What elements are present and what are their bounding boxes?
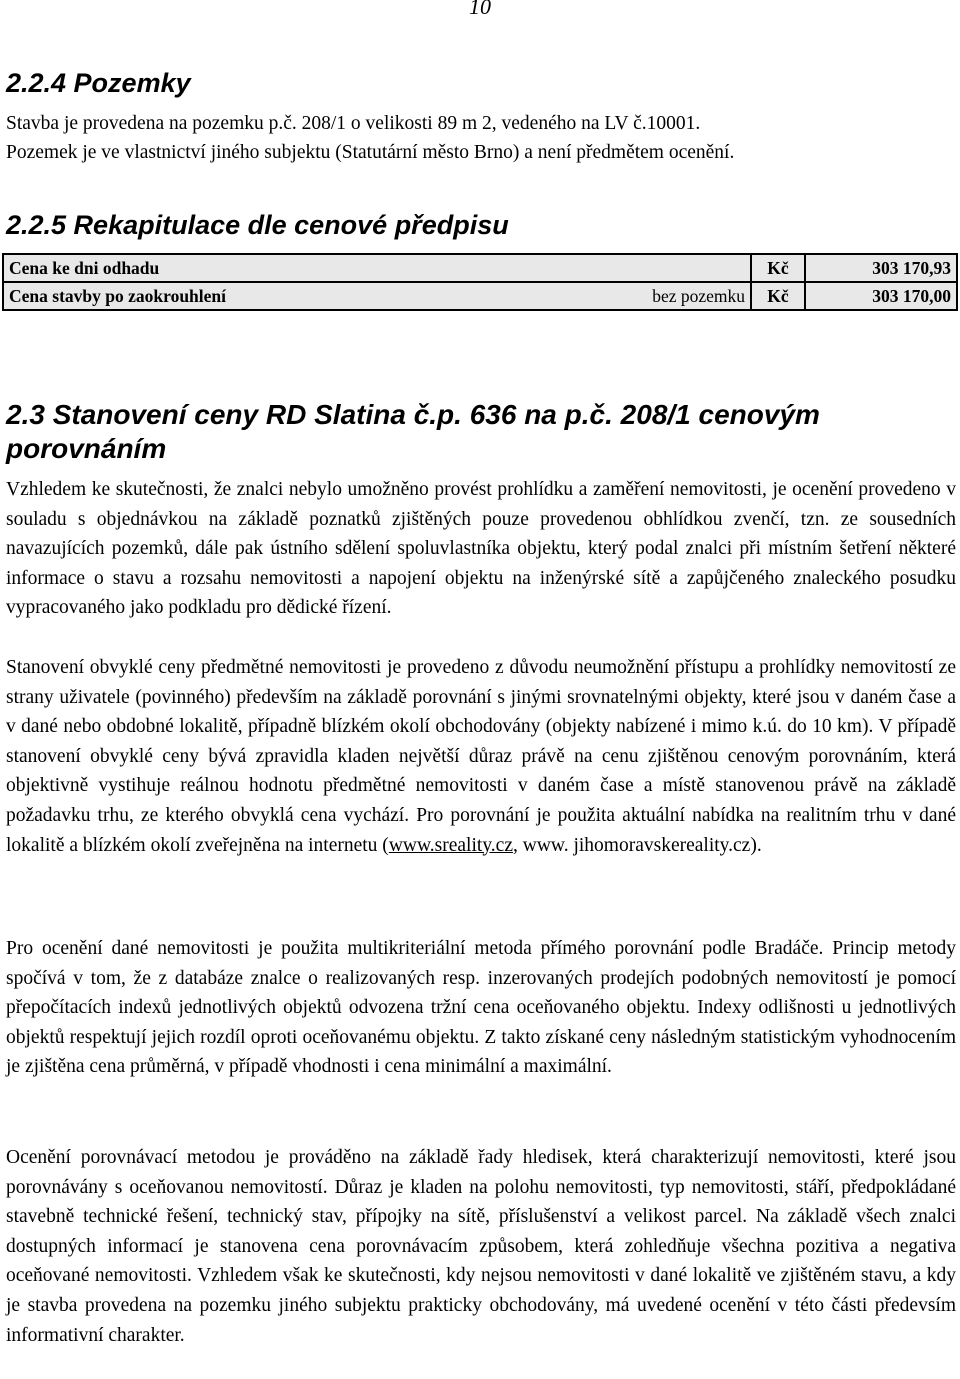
row-note: bez pozemku [517, 282, 751, 310]
paragraph-1: Vzhledem ke skutečnosti, že znalci nebylo umožněno provést prohlídku a zaměření nemovitosti, je ocenění provedeno v souladu s objednávkou na základě poznatků zjištěných pouze provedenou obhlídkou zvenčí, tzn. ze sousedních navazujících pozemků, dále pak ústního sdělení spoluvlastníka objektu, který podal znalci při místním šetření některé informace o stavu a rozsahu nemovitosti a napojení objektu na inženýrské sítě a zapůjčeného znaleckého posudku vypracovaného jako podkladu pro dědické řízení. [6, 479, 956, 619]
section-heading-rekapitulace: 2.2.5 Rekapitulace dle cenové předpisu [6, 210, 509, 240]
row-currency: Kč [751, 282, 805, 310]
land-info-line-2: Pozemek je ve vlastnictví jiného subjektu (Statutární město Brno) a není předmětem ocenění. [6, 142, 735, 163]
paragraph-2-tail: , www. jihomoravskereality.cz). [512, 834, 762, 856]
price-summary-table [2, 253, 958, 311]
row-value: 303 170,93 [805, 254, 957, 282]
sreality-link[interactable]: www.sreality.cz [388, 834, 513, 856]
page-number: 10 [469, 0, 491, 19]
table-row [3, 254, 957, 282]
row-label: Cena stavby po zaokrouhlení [3, 282, 517, 310]
paragraph-2-text: Stanovení obvyklé ceny předmětné nemovitosti je provedeno z důvodu neumožnění přístupu a prohlídky nemovitostí ze strany uživatele (povinného) především na základě porovnání s jinými srovnatelnými objekty, které jsou v daném čase a v dané nebo obdobné lokalitě, případně blízkém okolí obchodovány (objekty nabízené i mimo k.ú. do 10 km). V případě stanovení obvyklé ceny bývá zpravidla kladen největší důraz právě na cenu zjištěnou cenovým porovnáním, která objektivně vystihuje reálnou hodnotu předmětné nemovitosti v daném čase a místě stanovenou právě na základě požadavku trhu, ze kterého obvyklá cena vychází. Pro porovnání je použita aktuální nabídka na realitním trhu v dané lokalitě a blízkém okolí zveřejněna na internetu ( [6, 657, 956, 856]
table-row [3, 282, 957, 310]
paragraph-4: Ocenění porovnávací metodou je prováděno na základě řady hledisek, která charakterizují nemovitosti, které jsou porovnávány s oceňovanou nemovitostí. Důraz je kladen na polohu nemovitosti, typ nemovitosti, stáří, předpokládané stavebně technické řešení, technický stav, přípojky na sítě, příslušenství a velikost parcel. Na základě všech znalci dostupných informací je stanovena cena porovnávacím způsobem, která zohledňuje všechna pozitiva a negativa oceňované nemovitosti. Vzhledem však ke skutečnosti, kdy nejsou nemovitosti v dané lokalitě ve zjištěném stavu, a kdy je stavba provedena na pozemku jiného subjektu prakticky obchodovány, má uvedené ocenění v této části předevsím informativní charakter. [6, 1147, 956, 1346]
row-currency: Kč [751, 254, 805, 282]
row-value: 303 170,00 [805, 282, 957, 310]
section-heading-pozemky: 2.2.4 Pozemky [6, 68, 191, 98]
land-info-line-1: Stavba je provedena na pozemku p.č. 208/1 o velikosti 89 m 2, vedeného na LV č.10001. [6, 113, 701, 134]
row-note [517, 254, 751, 282]
paragraph-2 [6, 653, 956, 860]
paragraph-3: Pro ocenění dané nemovitosti je použita multikriteriální metoda přímého porovnání podle Bradáče. Princip metody spočívá v tom, že z databáze znalce o realizovaných resp. inzerovaných prodejích podobných nemovitostí je pomocí přepočítacích indexů jednotlivých objektů odvozena tržní cena oceňovaného objektu. Indexy odlišnosti u jednotlivých objektů respektují jejich rozdíl oproti oceňovanému objektu. Z takto získané ceny následným statistickým vyhodnocením je zjištěna cena průměrná, v případě vhodnosti i cena minimální a maximální. [6, 938, 956, 1078]
row-label: Cena ke dni odhadu [3, 254, 517, 282]
section-heading-stanoveni-ceny: 2.3 Stanovení ceny RD Slatina č.p. 636 na p.č. 208/1 cenovým porovnáním [6, 399, 820, 464]
